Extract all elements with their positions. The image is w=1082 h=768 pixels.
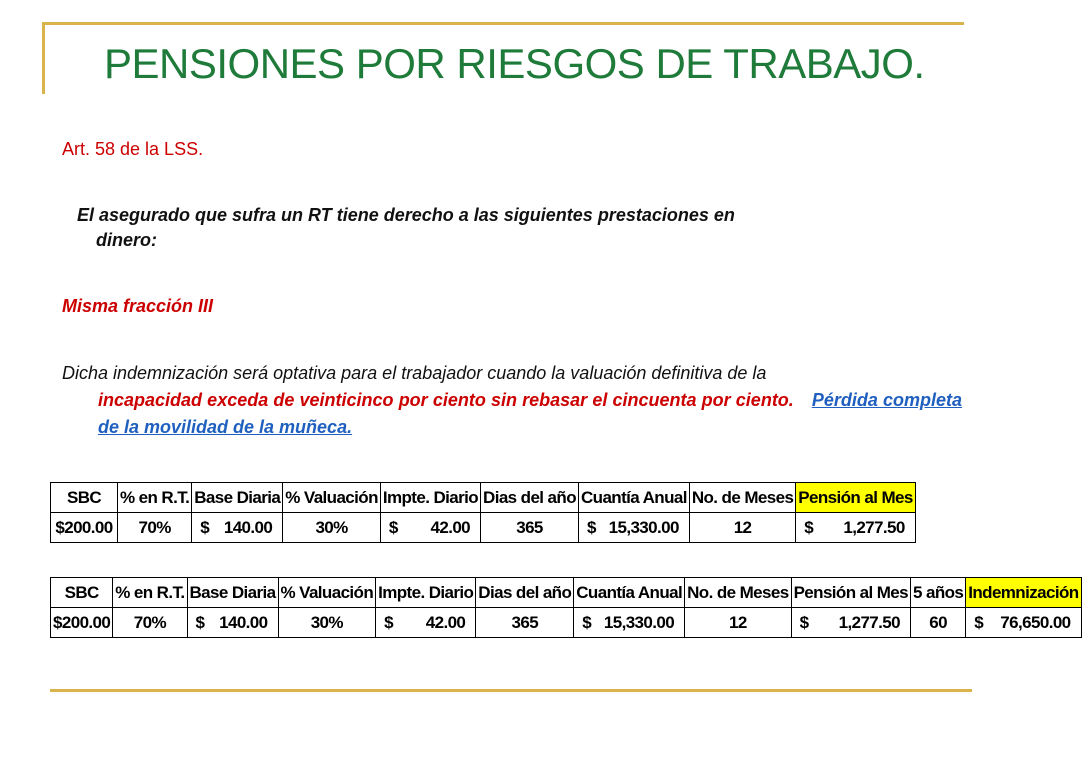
pension-table: [50, 482, 916, 543]
value-cell: 365: [476, 608, 574, 638]
money-amount: 140.00: [223, 517, 273, 537]
paragraph-benefits: [77, 203, 962, 253]
highlight-line1: incapacidad exceda de veinticinco por ciento sin rebasar el cincuenta por: [98, 390, 731, 410]
money-amount: 140.00: [219, 612, 268, 632]
paragraph-indemnity: [62, 360, 962, 441]
frame-left-rule: [42, 22, 45, 94]
frame-top-rule: [42, 22, 964, 25]
value-cell-money: [192, 513, 283, 543]
table-value-row: [51, 513, 916, 543]
table-value-row: [51, 608, 1082, 638]
value-cell-money: [380, 513, 480, 543]
currency-sign: $: [799, 612, 809, 632]
frame-bottom-rule: [50, 689, 972, 692]
value-cell-money: [966, 608, 1081, 638]
value-cell: 30%: [278, 608, 376, 638]
paragraph-indemnity-intro: Dicha indemnización será optativa para el trabajador cuando la valuación definitiva de la: [62, 363, 767, 383]
currency-sign: $: [804, 517, 814, 537]
value-cell: 365: [481, 513, 579, 543]
value-cell-money: [791, 608, 910, 638]
currency-sign: $: [974, 612, 984, 632]
header-cell: SBC: [51, 483, 118, 513]
currency-sign: $: [582, 612, 592, 632]
header-cell-pension-mes: Pensión al Mes: [796, 483, 915, 513]
value-cell: 30%: [283, 513, 381, 543]
header-cell-indemnizacion: Indemnización: [966, 578, 1081, 608]
header-cell: Impte. Diario: [376, 578, 476, 608]
value-cell: 70%: [113, 608, 187, 638]
money-amount: 76,650.00: [1000, 612, 1071, 632]
header-cell: % Valuación: [283, 483, 381, 513]
header-cell: Cuantía Anual: [578, 483, 689, 513]
money-amount: 15,330.00: [608, 517, 679, 537]
currency-sign: $: [195, 612, 205, 632]
value-cell: 12: [685, 608, 791, 638]
value-cell-money: [376, 608, 476, 638]
money-amount: 1,277.50: [843, 517, 905, 537]
table-header-row: [51, 483, 916, 513]
money-amount: 15,330.00: [603, 612, 675, 632]
currency-sign: $: [388, 517, 398, 537]
header-cell: Impte. Diario: [380, 483, 480, 513]
header-cell: 5 años: [910, 578, 965, 608]
header-cell: % en R.T.: [113, 578, 187, 608]
header-cell: No. de Meses: [689, 483, 795, 513]
currency-sign: $: [384, 612, 393, 632]
money-amount: 1,277.50: [838, 612, 900, 632]
value-cell-money: [574, 608, 685, 638]
table-header-row: [51, 578, 1082, 608]
header-cell: % Valuación: [278, 578, 376, 608]
value-cell-money: [187, 608, 278, 638]
paragraph-benefits-line2: dinero:: [96, 230, 157, 250]
slide-title: PENSIONES POR RIESGOS DE TRABAJO.: [104, 40, 925, 87]
header-cell: % en R.T.: [118, 483, 192, 513]
currency-sign: $: [586, 517, 596, 537]
value-cell: 60: [910, 608, 965, 638]
value-cell: $200.00: [51, 513, 118, 543]
article-reference: Art. 58 de la LSS.: [62, 139, 204, 159]
header-cell: Base Diaria: [187, 578, 278, 608]
header-cell: Dias del año: [481, 483, 579, 513]
paragraph-benefits-line1: El asegurado que sufra un RT tiene derecho a las siguientes prestaciones en: [77, 205, 735, 225]
currency-sign: $: [200, 517, 210, 537]
paragraph-indemnity-highlight: [62, 387, 962, 441]
header-cell: No. de Meses: [685, 578, 791, 608]
wrist-mobility-link[interactable]: Pérdida completa de la movilidad de la muñeca.: [98, 390, 963, 437]
highlight-line2: ciento.: [735, 390, 794, 410]
value-cell: 12: [689, 513, 795, 543]
header-cell: Cuantía Anual: [574, 578, 685, 608]
value-cell-money: [578, 513, 689, 543]
header-cell: SBC: [51, 578, 113, 608]
money-amount: 42.00: [430, 517, 471, 537]
header-cell: Pensión al Mes: [791, 578, 910, 608]
value-cell: $200.00: [51, 608, 113, 638]
header-cell: Dias del año: [476, 578, 574, 608]
fraction-label: Misma fracción III: [62, 296, 214, 316]
value-cell: 70%: [118, 513, 192, 543]
value-cell-money: [796, 513, 915, 543]
money-amount: 42.00: [425, 612, 466, 632]
indemnity-table: [50, 577, 1082, 638]
header-cell: Base Diaria: [192, 483, 283, 513]
